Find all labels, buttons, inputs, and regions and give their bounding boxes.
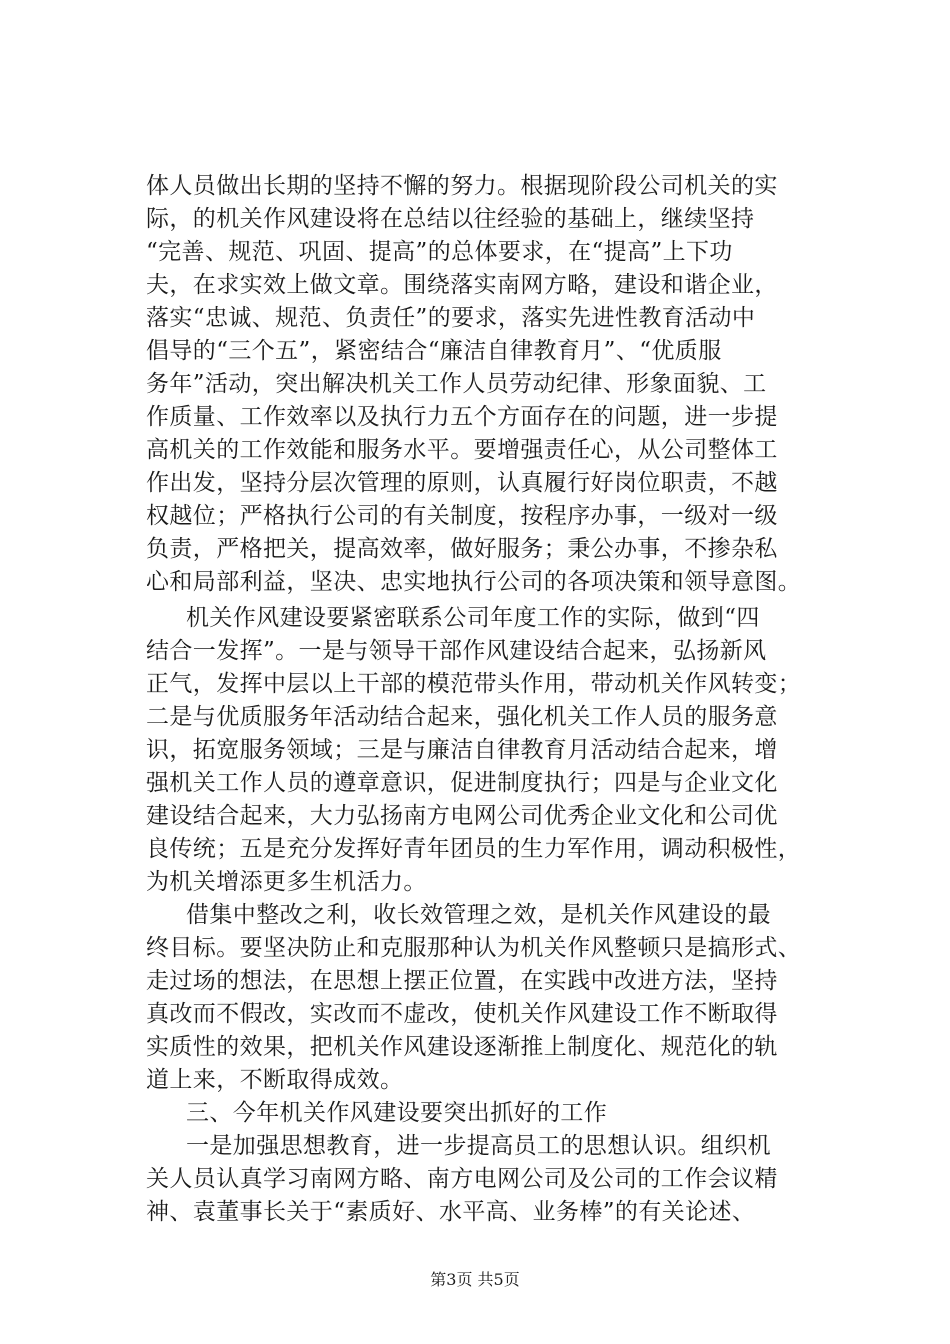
body-text — [146, 602, 826, 1229]
text-line: 关人员认真学习南网方略、南方电网公司及公司的工作会议精 — [146, 1166, 778, 1192]
text-line: 作出发，坚持分层次管理的原则，认真履行好岗位职责，不越 — [146, 470, 778, 496]
text-line: 道上来，不断取得成效。 — [146, 1067, 404, 1093]
text-line: 建设结合起来，大力弘扬南方电网公司优秀企业文化和公司优 — [146, 803, 778, 829]
text-line: 权越位；严格执行公司的有关制度，按程序办事，一级对一级 — [146, 503, 778, 529]
text-line: 真改而不假改，实改而不虚改，使机关作风建设工作不断取得 — [146, 1001, 778, 1027]
text-line: 结合一发挥”。一是与领导干部作风建设结合起来，弘扬新风 — [146, 638, 767, 664]
text-line: 为机关增添更多生机活力。 — [146, 869, 427, 895]
text-line: 心和局部利益，坚决、忠实地执行公司的各项决策和领导意图。 — [146, 569, 802, 595]
text-line: 作质量、工作效率以及执行力五个方面存在的问题，进一步提 — [146, 404, 778, 430]
text-line: 落实“忠诚、规范、负责任”的要求，落实先进性教育活动中 — [146, 305, 756, 331]
text-line: 实质性的效果，把机关作风建设逐渐推上制度化、规范化的轨 — [146, 1034, 778, 1060]
text-line: 负责，严格把关，提高效率，做好服务；秉公办事，不掺杂私 — [146, 536, 778, 562]
text-line: 一是加强思想教育，进一步提高员工的思想认识。组织机 — [186, 1133, 771, 1159]
text-line: 机关作风建设要紧密联系公司年度工作的实际，做到“四 — [186, 605, 760, 631]
text-line: “完善、规范、巩固、提高”的总体要求，在“提高”上下功 — [146, 239, 733, 265]
text-line: 倡导的“三个五”，紧密结合“廉洁自律教育月”、“优质服 — [146, 338, 722, 364]
text-line: 借集中整改之利，收长效管理之效，是机关作风建设的最 — [186, 902, 771, 928]
text-line: 二是与优质服务年活动结合起来，强化机关工作人员的服务意 — [146, 704, 778, 730]
text-line: 际，的机关作风建设将在总结以往经验的基础上，继续坚持 — [146, 206, 755, 232]
text-line: 识，拓宽服务领域；三是与廉洁自律教育月活动结合起来，增 — [146, 737, 778, 763]
paragraph-continuation — [146, 170, 826, 599]
text-line: 务年”活动，突出解决机关工作人员劳动纪律、形象面貌、工 — [146, 371, 767, 397]
section-heading: 三、今年机关作风建设要突出抓好的工作 — [186, 1100, 608, 1126]
text-line: 终目标。要坚决防止和克服那种认为机关作风整顿只是搞形式、 — [146, 935, 802, 961]
text-line: 夫，在求实效上做文章。围绕落实南网方略，建设和谐企业， — [146, 272, 778, 298]
page-number-footer: 第3页 共5页 — [430, 1270, 520, 1289]
text-line: 神、袁董事长关于“素质好、水平高、业务棒”的有关论述、 — [146, 1199, 756, 1225]
text-line: 走过场的想法，在思想上摆正位置，在实践中改进方法，坚持 — [146, 968, 778, 994]
text-line: 高机关的工作效能和服务水平。要增强责任心，从公司整体工 — [146, 437, 778, 463]
text-line: 强机关工作人员的遵章意识，促进制度执行；四是与企业文化 — [146, 770, 778, 796]
text-line: 良传统；五是充分发挥好青年团员的生力军作用，调动积极性， — [146, 836, 802, 862]
text-line: 正气，发挥中层以上干部的模范带头作用，带动机关作风转变； — [146, 671, 802, 697]
text-line: 体人员做出长期的坚持不懈的努力。根据现阶段公司机关的实 — [146, 173, 778, 199]
